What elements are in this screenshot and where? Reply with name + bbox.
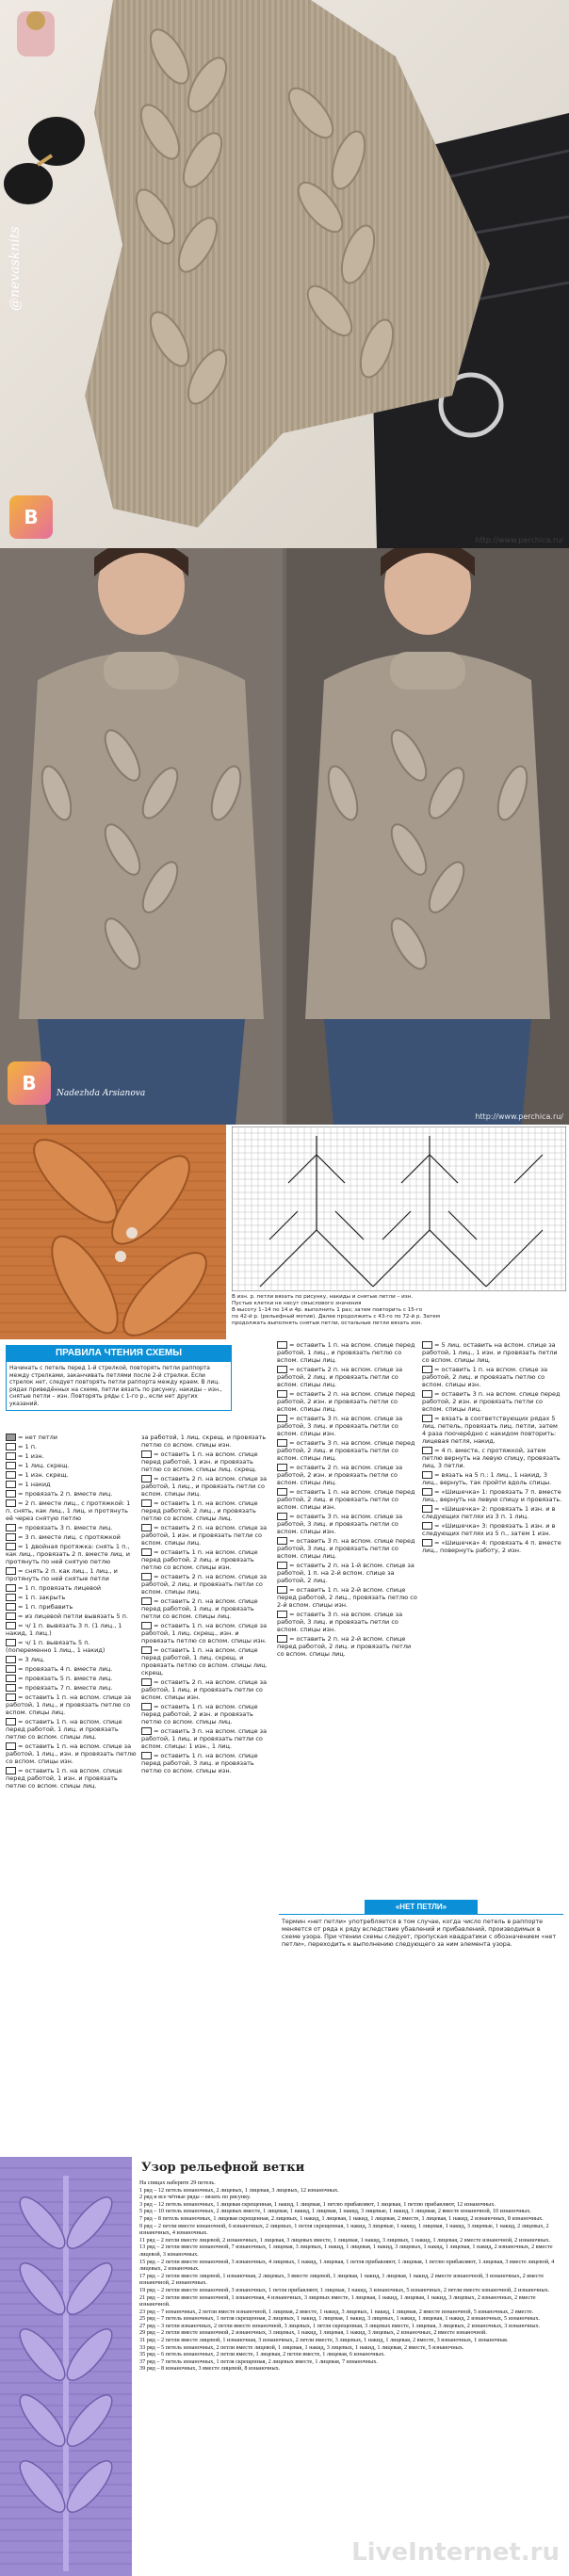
legend-item: = оставить 2 п. на вспом. спице за работой, 1 лиц. и провязать петли со вспом. спицы изн.: [141, 1678, 268, 1701]
perfume-bottle-icon: [17, 11, 55, 57]
legend-intro: Начинать с петель перед 1-й стрелкой, повторять петли раппорта между стрелками, заканчивать петлями после 2-й стрелки. Если стрелок нет, следует повторять петли раппорта между краем. В лиц. рядах приведённых на схеме, петли вязать по рисунку, накиды – изн., снятые петли – изн. Повторять ряды с 1-го р., если нет других указаний.: [6, 1361, 232, 1411]
cable-icon: [277, 1586, 287, 1594]
bobble-icon: [422, 1488, 432, 1496]
legend-item: = оставить 3 п. на вспом. спице за работой, 3 лиц. и провязать петли со вспом. спицы изн.: [277, 1415, 403, 1437]
legend-item: = оставить 1 п. на вспом. спице перед работой, 1 лиц. скрещ. и провязать петлю со вспом. спицы лиц. скрещ.: [141, 1646, 268, 1677]
relief-branch-section: [0, 2157, 569, 2576]
increase-icon: [6, 1603, 16, 1611]
legend-item: = оставить 2 п. на вспом. спице за работой, 1 лиц., и провязать петли со вспом. спицы лиц.: [141, 1475, 268, 1498]
cable-icon: [277, 1562, 287, 1569]
liveinternet-watermark: LiveInternet.ru: [351, 2538, 560, 2567]
k3tog-icon: [6, 1524, 16, 1531]
instagram-signature: @nevasknits: [8, 226, 23, 311]
dec-icon: [422, 1447, 432, 1454]
cdd-icon: [6, 1567, 16, 1575]
recipe-line: 31 ряд – 2 петли вместе лицевой, 1 изнаночная, 3 изнаночных, 2 петли вместе, 3 лицевых, 1 накид, 1 лицевая, 2 вместе, 3 изнаночных, 1 изнаночная.: [139, 2337, 509, 2344]
legend-item: = ч/ 1 п. вывязать 3 п. (1 лиц., 1 накид, 1 лиц.): [6, 1622, 122, 1637]
photographer-signature: Nadezhda Arsianova: [57, 1089, 146, 1098]
site-watermark: http://www.perchica.ru/: [475, 1112, 563, 1121]
recipe-line: 5 ряд – 10 петель изнаночных, 2 лицевых вместе, 1 лицевая, 1 накид, 1 лицевая, 1 накид, 3 лицевые, 1 накид, 1 лицевая, 2 вместе изнаночной, 10 изнаночных.: [139, 2208, 531, 2215]
no-loop-text: Термин «нет петли» употребляется в том случае, когда число петель в раппорте меняется от ряда к ряду вследствие убавлений и прибавлений, производимых в схеме узора. При чтении схемы следует, пропуская квадратики с обозначением «нет петли», переходить к выполнению следующего за ним элемента узора.: [279, 1914, 563, 1951]
legend-item: = провязать 5 п. вместе лиц.: [6, 1675, 138, 1682]
inc5-alt-icon: [6, 1639, 16, 1646]
sweater-photo-illustration: [0, 548, 569, 1125]
legend-item: = оставить 3 п. на вспом. спице перед работой, 2 лиц. и провязать петли со вспом. спицы лиц.: [277, 1439, 415, 1462]
recipe-line: 3 ряд – 12 петель изнаночных, 1 лицевая скрещенная, 1 накид, 1 лицевая, 1 петлю прибавляют, 1 лицевая, 1 петлю прибавляют, 12 изнаночных.: [139, 2200, 496, 2208]
recipe-instructions: [139, 2179, 565, 2568]
bobble-icon: [422, 1522, 432, 1530]
legend-item: = оставить 1 п. на вспом. спице перед работой, 2 лиц. и провязать петли со вспом. спицы изн.: [277, 1488, 415, 1511]
cable-right-icon: [6, 1693, 16, 1701]
ssk-icon: [6, 1499, 16, 1507]
chart-note-line: продолжать выполнять снятые петли, остальные петли вязать изн.: [232, 1320, 423, 1326]
chart-notes: [232, 1294, 566, 1337]
cable-left-purl-icon: [6, 1767, 16, 1774]
legend-item: = оставить 2 п. на вспом. спице за работой, 1 изн. и провязать петли со вспом. спицы лиц.: [141, 1524, 268, 1547]
legend-item: = 1 изн.: [6, 1452, 138, 1460]
legend-item: = оставить 1 п. на вспом. спице перед работой, 1 изн. и провязать петлю со вспом. спицы лиц. скрещ.: [141, 1450, 258, 1473]
cable-left-icon: [6, 1718, 16, 1725]
chart-note-line: В высоту 1–14 по 14 и 4р. выполнить 1 раз; затем повторить с 15-го: [232, 1307, 423, 1313]
recipe-line: 17 ряд – 2 петли вместе лицевой, 1 изнаночная, 2 лицевых, 3 вместе лицевой, 1 лицевая, 1 накид, 1 лицевая, 1 накид, 2 вместе изнаночной, 3 изнаночных, 2 вместе изнаночной, 2 изнаночных.: [139, 2272, 545, 2287]
legend-item: = 1 п.: [6, 1443, 138, 1450]
twisted-purl-icon: [6, 1471, 16, 1479]
site-logo: B: [8, 1061, 51, 1105]
cable-icon: [141, 1475, 152, 1482]
legend-item: = оставить 1 п. на вспом. спице перед работой, 2 лиц., и провязать петлю со вспом. спицы лиц.: [141, 1499, 258, 1522]
legend-item: = оставить 2 п. на 1-й вспом. спице за работой, 1 п. на 2-й вспом. спице за работой, 2 лиц.: [277, 1562, 415, 1584]
cable-icon: [277, 1488, 287, 1496]
legend-item: = оставить 1 п. на вспом. спице за работой, 1 лиц. скрещ., изн. и провязать петлю со вспом. спицы изн.: [141, 1622, 268, 1644]
legend-item: = оставить 2 п. на вспом. спице перед работой, 2 изн. и провязать петли со вспом. спицы лиц.: [277, 1390, 415, 1413]
cable-icon: [277, 1415, 287, 1422]
legend-item: = «Шишечка» 3: провязать 1 изн. и в следующих петлях из 5 п., затем 1 изн.: [422, 1522, 556, 1537]
recipe-title: Узор рельефной ветки: [141, 2161, 305, 2175]
knit-front-icon: [6, 1584, 16, 1592]
knit-closeup-photo: [0, 1125, 226, 1339]
site-watermark: http://www.perchica.ru/: [475, 536, 563, 544]
legend-item: = провязать 3 п. вместе лиц.: [6, 1524, 138, 1531]
cable-right-purl-icon: [6, 1742, 16, 1750]
inc3-icon: [6, 1622, 16, 1629]
chart-note-line: Пустые клетки не несут смыслового значения: [232, 1301, 362, 1306]
inc5-icon: [6, 1612, 16, 1620]
legend-item: = оставить 3 п. на вспом. спице перед работой, 2 изн. и провязать петли со вспом. спицы лиц.: [422, 1390, 561, 1413]
bobble-icon: [422, 1471, 432, 1479]
cable-icon: [141, 1450, 152, 1458]
recipe-line: 35 ряд – 6 петель изнаночных, 2 петли вместе, 1 лицевая, 2 петли вместе, 1 лицевая, 6 изнаночных.: [139, 2351, 385, 2358]
recipe-line: 13 ряд – 2 петли вместе изнаночной, 7 изнаночных, 1 лицевая, 3 лицевых, 1 накид, 1 лицевая, 1 накид, 3 лицевых, 1 накид, 1 лицевая, 1 накид, 2 изнаночных, 2 вместе лицевой, 3 изнаночных.: [139, 2244, 553, 2258]
legend-item: = из лицевой петли вывязать 5 п.: [6, 1612, 138, 1620]
legend-item: = оставить 2 п. на вспом. спице за работой, 2 изн. и провязать петли со вспом. спицы лиц.: [277, 1464, 403, 1486]
cable-icon: [141, 1524, 152, 1531]
legend-item: = вязать в соответствующих рядах 5 лиц. петель, провязать лиц. петли, затем 4 раза поочерёдно с накидом повторить: лицевая петля, накид.: [422, 1415, 558, 1445]
legend-item: = 3 п. вместе лиц. с протяжкой: [6, 1533, 138, 1541]
cable-icon: [141, 1752, 152, 1759]
cable-icon: [277, 1537, 287, 1545]
cable-icon: [277, 1464, 287, 1471]
photo-scarf-flatlay: [0, 0, 569, 548]
recipe-line: 25 ряд – 7 петель изнаночных, 1 петля скрещенная, 2 лицевых, 1 накид, 1 лицевая, 1 накид, 3 лицевых, 1 накид, 1 лицевая, 1 накид, 2 изнаночных, 5 изнаночных.: [139, 2315, 540, 2323]
legend-item: = оставить 3 п. на вспом. спице за работой, 3 лиц. и провязать петли со вспом. спицы изн.: [277, 1513, 403, 1535]
knit-cell-icon: [6, 1443, 16, 1450]
legend-item: = 5 лиц. оставить на вспом. спице за работой, 1 лиц., 1 изн. и провязать петли со вспом. спицы лиц.: [422, 1341, 558, 1364]
legend-item: = 3 лиц.: [6, 1656, 138, 1663]
cable-icon: [277, 1341, 287, 1349]
k5tog-icon: [6, 1675, 16, 1682]
empty-cell-icon: [6, 1434, 16, 1441]
chart-note-line: по 42-й р. (рельефный мотив). Далее продолжить с 43-го по 72-й р. Затем: [232, 1314, 440, 1320]
recipe-line: 19 ряд – 2 петли вместе изнаночной, 3 изнаночных, 1 петля прибавляют, 1 лицевая, 1 накид, 3 изнаночных, 5 изнаночных, 2 петли вместе изнаночной, 2 изнаночных.: [139, 2286, 550, 2293]
bobble-icon: [422, 1539, 432, 1547]
photo-sweater-model: [0, 548, 569, 1125]
cable-icon: [422, 1390, 432, 1398]
purl-cell-icon: [6, 1452, 16, 1460]
recipe-line: 37 ряд – 7 петель изнаночных, 1 петля скрещенная, 2 лицевых вместе, 1 лицевая, 7 изнаночных.: [139, 2357, 378, 2365]
legend-item: = оставить 1 п. на вспом. спице перед работой, 1 лиц. и провязать петлю со вспом. спицы лиц.: [6, 1718, 122, 1741]
legend-item: = оставить 1 п. на вспом. спице перед работой, 3 лиц. и провязать петлю со вспом. спицы изн.: [141, 1752, 258, 1774]
no-loop-box: [279, 1900, 563, 1951]
cable-icon: [141, 1703, 152, 1710]
k2tog-icon: [6, 1490, 16, 1498]
cable-icon: [277, 1390, 287, 1398]
legend-title: ПРАВИЛА ЧТЕНИЯ СХЕМЫ: [6, 1345, 232, 1361]
inc-icon: [422, 1415, 432, 1422]
legend-item: = оставить 3 п. на вспом. спице за работой, 1 лиц. и провязать петли со вспом. спицы: 1 изн., 1 лиц.: [141, 1727, 268, 1750]
cable-icon: [422, 1366, 432, 1373]
three-knit-icon: [6, 1656, 16, 1663]
legend-item: = оставить 2 п. на вспом. спице за работой, 2 лиц. и провязать петли со вспом. спицы лиц.: [277, 1366, 403, 1388]
double-decrease-icon: [6, 1543, 16, 1550]
legend-item: = 1 лиц. скрещ.: [6, 1462, 138, 1469]
legend-item: = снять 2 п. как лиц., 1 лиц., и протянуть по ней снятые петли: [6, 1567, 118, 1582]
legend-item: = нет петли: [6, 1434, 138, 1441]
legend-item: = «Шишечка» 4: провязать 4 п. вместе лиц., повернуть работу, 2 изн.: [422, 1539, 561, 1554]
cable-icon: [277, 1635, 287, 1643]
bobble-icon: [422, 1505, 432, 1513]
legend-item: = оставить 1 п. на вспом. спице за работой, 1 лиц., и провязать петлю со вспом. спицы лиц.: [6, 1693, 132, 1716]
recipe-line: 1 ряд – 12 петель изнаночных, 2 лицевых, 1 лицевая, 3 лицевых, 12 изнаночных.: [139, 2186, 339, 2194]
recipe-line: 23 ряд – 7 изнаночных, 2 петли вместе изнаночной, 1 лицевая, 2 вместе, 1 накид, 3 лицевых, 1 накид, 1 лицевая, 2 вместе изнаночной, 5 изнаночных, 2 вместе.: [139, 2308, 534, 2315]
recipe-line: 27 ряд – 3 петли изнаночных, 2 петли вместе изнаночной, 3 лицевых, 1 петля скрещенная, 3 лицевых вместе, 1 лицевая, 3 лицевых, 2 изнаночных, 3 изнаночных.: [139, 2322, 541, 2329]
cable-icon: [277, 1611, 287, 1618]
sk3-icon: [6, 1533, 16, 1541]
legend-column-3: [277, 1341, 418, 2151]
legend-item: = 1 накид: [6, 1481, 138, 1488]
legend-item: = провязать 4 п. вместе лиц.: [6, 1665, 138, 1673]
legend-item: = провязать 7 п. вместе лиц.: [6, 1684, 138, 1692]
legend-item: = провязать 2 п. вместе лиц.: [6, 1490, 138, 1498]
legend-column-1: [6, 1434, 138, 2149]
legend-column-2: [141, 1434, 273, 2149]
legend-item: = оставить 2 п. на 2-й вспом. спице перед работой, 2 лиц. и провязать петли со вспом. спицы лиц.: [277, 1635, 412, 1658]
k4tog-icon: [6, 1665, 16, 1673]
legend-item: = оставить 1 п. на вспом. спице за работой, 1 лиц., изн. и провязать петлю со вспом. спицы изн.: [6, 1742, 137, 1765]
legend-item: = ч/ 1 п. вывязать 5 п. (попеременно 1 лиц., 1 накид): [6, 1639, 106, 1654]
legend-item: за работой, 1 лиц. скрещ. и провязать петлю со вспом. спицы изн.: [141, 1434, 267, 1449]
legend-item: = оставить 3 п. на вспом. спице за работой, 3 лиц. и провязать петли со вспом. спицы изн.: [277, 1611, 403, 1633]
legend-item: = 1 п. закрыть: [6, 1594, 138, 1601]
recipe-line: 39 ряд – 8 изнаночных, 3 вместе лицевой, 8 изнаночных.: [139, 2365, 281, 2373]
legend-item: = 1 п. провязать лицевой: [6, 1584, 138, 1592]
cable-icon: [141, 1727, 152, 1735]
recipe-line: 15 ряд – 2 петли вместе изнаночной, 3 изнаночных, 4 лицевых, 1 накид, 1 лицевая, 1 петля прибавляют, 1 лицевая, 1 петлю прибавляют, 1 лицевая, 3 вместе лицевой, 4 лицевых, 2 изнаночных.: [139, 2258, 555, 2273]
cable-icon: [141, 1548, 152, 1556]
legend-item: = 1 изн. скрещ.: [6, 1471, 138, 1479]
site-logo: B: [9, 495, 53, 539]
legend-item: = оставить 3 п. на вспом. спице перед работой, 3 лиц. и провязать петли со вспом. спицы лиц.: [277, 1537, 415, 1560]
legend-item: = оставить 1 п. на вспом. спице за работой, 2 лиц. и провязать петлю со вспом. спицы изн.: [422, 1366, 548, 1388]
legend-item: = «Шишечка» 2: провязать 1 изн. и в следующих петлях из 3 п. 1 лиц.: [422, 1505, 556, 1520]
scarf-photo-illustration: [0, 0, 569, 548]
chart-note-line: В изн. р. петли вязать по рисунку, накиды и снятые петли – изн.: [232, 1294, 414, 1300]
recipe-line: 33 ряд – 5 петель изнаночных, 2 петли вместе лицевой, 1 лицевая, 1 накид, 3 лицевых, 1 накид, 1 лицевая, 2 вместе, 5 изнаночных.: [139, 2343, 464, 2351]
cable-icon: [277, 1366, 287, 1373]
legend-item: = оставить 1 п. на вспом. спице перед работой, 2 лиц. и провязать петлю со вспом. спицы изн.: [141, 1548, 258, 1571]
cable-icon: [277, 1439, 287, 1447]
legend-item: = оставить 1 п. на вспом. спице перед работой, 2 изн. и провязать петлю со вспом. спицы лиц.: [141, 1703, 258, 1725]
recipe-line: 29 ряд – 2 петли вместе изнаночной, 2 изнаночных, 3 лицевых, 1 накид, 1 лицевая, 1 накид, 3 лицевых, 2 изнаночных, 2 вместе изнаночной.: [139, 2329, 487, 2337]
branch-swatch-photo: [0, 2157, 132, 2576]
legend-column-4: [422, 1341, 563, 1869]
twisted-knit-icon: [6, 1462, 16, 1469]
cable-icon: [141, 1646, 152, 1654]
bind-off-icon: [6, 1594, 16, 1601]
cable-icon: [141, 1499, 152, 1507]
knit-closeup-and-chart: [0, 1125, 569, 1339]
recipe-line: 11 ряд – 2 петли вместе лицевой, 2 изнаночных, 1 лицевая, 3 лицевых вместе, 1 лицевая, 1 накид, 3 лицевых, 1 накид, 1 лицевая, 2 вместе изнаночной, 2 изнаночных.: [139, 2236, 551, 2244]
recipe-line: На спицах наберите 29 петель.: [139, 2179, 216, 2186]
cable-icon: [141, 1573, 152, 1580]
cable-icon: [141, 1678, 152, 1686]
legend-item: = 1 п. прибавить: [6, 1603, 138, 1611]
no-loop-title: «НЕТ ПЕТЛИ»: [365, 1900, 478, 1914]
legend-item: = 4 п. вместе, с протяжкой, затем петлю вернуть на левую спицу, провязать лиц. 3 петли.: [422, 1447, 561, 1469]
k7tog-icon: [6, 1684, 16, 1692]
legend-item: = оставить 2 п. на вспом. спице перед работой, 1 лиц. и провязать петли со вспом. спицы лиц.: [141, 1597, 258, 1620]
legend-item: = вязать на 5 п.: 1 лиц., 1 накид, 3 лиц., вернуть, так пройти вдоль спицы.: [422, 1471, 552, 1486]
legend-item: = 2 п. вместе лиц., с протяжкой: 1 п. снять, как лиц., 1 лиц. и протянуть её через снятую петлю: [6, 1499, 131, 1522]
recipe-line: 2 ряд и все чётные ряды – вязать по рисунку.: [139, 2194, 252, 2201]
cable-icon: [141, 1597, 152, 1605]
legend-item: = оставить 1 п. на вспом. спице перед работой, 1 изн. и провязать петлю со вспом. спицы лиц.: [6, 1767, 122, 1790]
yarn-over-icon: [6, 1481, 16, 1488]
recipe-line: 21 ряд – 2 петли вместе изнаночной, 1 изнаночная, 4 изнаночных, 3 лицевых вместе, 1 лицевая, 1 накид, 1 лицевая, 1 накид, 3 лицевых, 2 изнаночных, 2 вместе изнаночной.: [139, 2293, 536, 2309]
legend-title-box: [6, 1345, 232, 1411]
recipe-line: 9 ряд – 2 петли вместе изнаночной, 6 изнаночных, 2 лицевых, 1 петля скрещенная, 1 накид, 3 лицевые, 1 накид, 1 лицевая, 1 накид, 3 лицевые, 1 накид, 2 лицевых, 2 изнаночных, 4 изнаночных.: [139, 2222, 549, 2237]
chart-legend: [0, 1339, 569, 2157]
legend-item: = оставить 1 п. на 2-й вспом. спице перед работой, 2 лиц., провязать петлю со 2-й вспом. спицы изн.: [277, 1586, 417, 1609]
cable-icon: [277, 1513, 287, 1520]
legend-item: = «Шишечка» 1: провязать 7 п. вместе лиц., вернуть на левую спицу и провязать.: [422, 1488, 562, 1503]
legend-item: = 1 двойная протяжка: снять 1 п., как лиц., провязать 2 п. вместе лиц. и протянуть по ней снятую петлю: [6, 1543, 131, 1565]
legend-item: = оставить 1 п. на вспом. спице перед работой, 1 лиц., и провязать петлю со вспом. спицы лиц.: [277, 1341, 415, 1364]
legend-item: = оставить 2 п. на вспом. спице за работой, 2 лиц. и провязать петли со вспом. спицы лиц.: [141, 1573, 268, 1596]
recipe-line: 7 ряд – 8 петель изнаночных, 1 лицевая скрещенная, 2 лицевых, 1 накид, 1 лицевая, 1 накид, 1 лицевая, 2 вместе, 1 лицевая, 1 накид, 2 изнаночных, 8 изнаночных.: [139, 2214, 544, 2222]
cable-icon: [141, 1622, 152, 1629]
cable-icon: [422, 1341, 432, 1349]
knitting-chart-grid: [232, 1126, 566, 1291]
